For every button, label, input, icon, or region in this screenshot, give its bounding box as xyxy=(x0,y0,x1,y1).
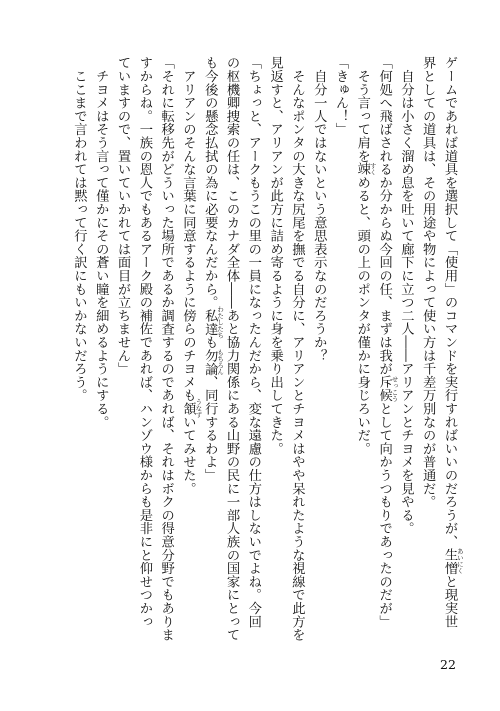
text-column xyxy=(438,56,464,648)
text-run: めると、頭の上のポンタが僅かに身じろいだ。 xyxy=(354,175,370,456)
text-run: の枢機卿捜索の任は、このカナダ全体――あと協力関係にある山野の民に一部人族の国家にとって xyxy=(224,56,240,642)
text-run: も今後の懸念払拭の為に必要なんだから。 xyxy=(202,56,218,309)
text-column xyxy=(395,56,417,648)
text-run: ていますので、置いていかれては面目が立ちません」 xyxy=(115,56,131,376)
page-number: 22 xyxy=(440,657,456,672)
ruby-word xyxy=(376,375,399,402)
ruby-word xyxy=(202,305,225,339)
text-run: いてみせた。 xyxy=(180,415,196,495)
ruby-base: 私達 xyxy=(202,308,218,336)
text-column xyxy=(111,56,133,648)
ruby-base: 生憎 xyxy=(442,548,457,575)
text-column xyxy=(416,56,438,648)
ruby-word xyxy=(202,348,225,376)
text-column xyxy=(242,56,264,648)
text-run: と現実世 xyxy=(442,574,457,628)
text-column xyxy=(351,56,377,648)
text-run: 、同行するわよ」 xyxy=(202,375,218,482)
ruby-word xyxy=(354,162,377,176)
text-column xyxy=(133,56,155,648)
ruby-text: もちろん xyxy=(216,348,225,375)
text-run: ゲームであれば道具を選択して「使用」のコマンドを実行すればいいのだろうが、 xyxy=(442,56,457,549)
ruby-text: あいにく xyxy=(455,548,464,575)
ruby-base: 竦 xyxy=(354,162,370,176)
text-run: として向かうつもりであったのだが」 xyxy=(376,401,392,628)
text-column xyxy=(89,56,111,648)
text-run: 自分一人ではないという意思表示なのだろうか？ xyxy=(311,56,327,362)
text-run: 「ちょっと、アークもうこの里の一員になったんだから、変な遠慮の仕方はしないでよね。今回 xyxy=(245,56,261,628)
text-column xyxy=(198,56,225,648)
text-run: 自分は小さく溜め息を吐いて廊下に立つ二人――アリアンとチヨメを見やる。 xyxy=(398,56,414,535)
text-run: ここまで言われては黙って行く訳にもいかないだろう。 xyxy=(71,56,87,402)
text-column xyxy=(329,56,351,648)
text-run: そう言って肩を xyxy=(354,56,370,163)
ruby-base: 頷 xyxy=(180,401,196,416)
text-run: 「きゅん！」 xyxy=(333,56,349,136)
text-run: アリアンのそんな言葉に同意するように傍らのチヨメも xyxy=(180,56,196,402)
ruby-text: すく xyxy=(368,162,377,176)
text-run: そんなポンタの大きな尻尾を撫でる自分に、アリアンとチヨメはやや呆れたような視線で此方を xyxy=(289,56,305,642)
text-column xyxy=(68,56,90,648)
text-column xyxy=(155,56,177,648)
ruby-text: うなず xyxy=(194,398,203,419)
text-run: 見返すと、アリアンが此方に詰め寄るように身を乗り出してきた。 xyxy=(267,56,283,455)
text-run: も xyxy=(202,335,218,349)
text-column xyxy=(264,56,286,648)
text-column xyxy=(177,56,203,648)
vertical-text-body xyxy=(68,56,464,648)
ruby-word xyxy=(442,548,464,575)
text-run: 「何処へ飛ばされるか分からぬ今回の任、まずは我が xyxy=(376,56,392,376)
text-column xyxy=(307,56,329,648)
ruby-text: わたしたち xyxy=(216,305,225,339)
text-run: すからね。一族の恩人でもあるアーク殿の補佐であれば、ハンゾウ様からも是非にと仰せつかっ xyxy=(136,56,152,628)
text-run: 「それに転移先がどういった場所であるか調査するのであれば、それはボクの得意分野でもありま xyxy=(158,56,174,642)
text-column xyxy=(286,56,308,648)
text-run: チヨメはそう言って僅かにその蒼い瞳を細めるようにする。 xyxy=(93,56,109,429)
ruby-text: せっこう xyxy=(390,375,399,402)
ruby-base: 勿論 xyxy=(202,348,218,376)
text-column xyxy=(373,56,399,648)
text-run: 界としての道具は、その用途や物によって使い方は千差万別なのが普通だ。 xyxy=(420,56,436,509)
ruby-base: 斥候 xyxy=(376,375,392,402)
ruby-word xyxy=(180,398,203,419)
